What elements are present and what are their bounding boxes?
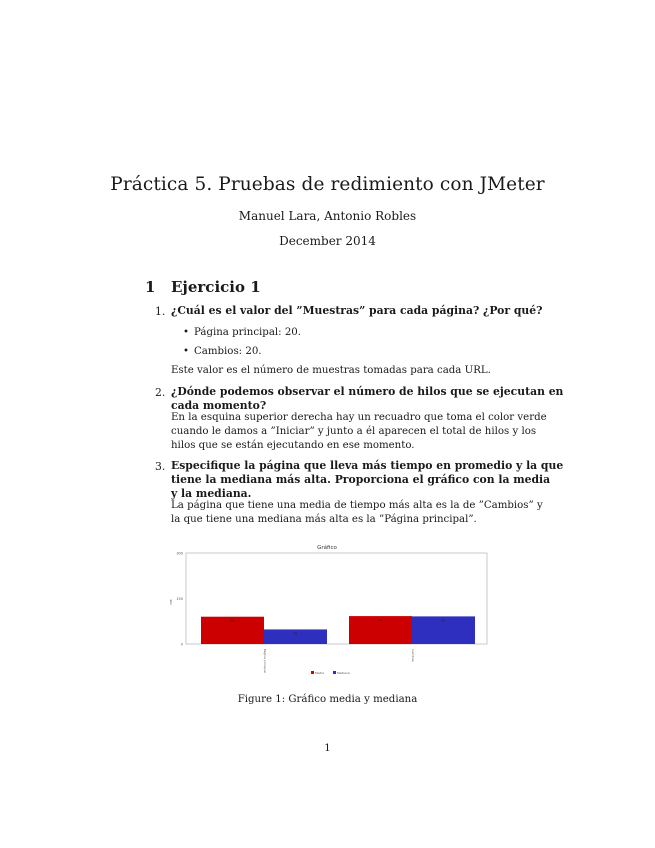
question-line: ¿Dónde podemos observar el número de hilos que se ejecutan en	[171, 385, 564, 398]
bullet-icon: •	[183, 346, 190, 357]
section-title: Ejercicio 1	[171, 278, 261, 296]
y-axis-label: ms	[169, 599, 173, 605]
section-number: 1	[145, 278, 156, 296]
page-number: 1	[324, 743, 331, 754]
bar-value-label: 48	[293, 631, 298, 636]
chart-title: Gráfico	[317, 545, 337, 551]
question-line: Especifique la página que lleva más tiempo en promedio y la que	[171, 459, 564, 472]
bullet-item: Cambios: 20.	[194, 346, 262, 357]
question-text: ¿Cuál es el valor del ”Muestras” para cada página? ¿Por qué?	[171, 304, 543, 317]
y-tick-label: 300	[176, 551, 183, 556]
answer-line: la que tiene una mediana más alta es la ”Página principal”.	[171, 514, 477, 525]
legend-swatch	[311, 671, 314, 674]
bullet-item: Página principal: 20.	[194, 327, 302, 338]
answer-line: cuando le damos a ”Iniciar” y junto a él aparecen el total de hilos y los	[171, 426, 537, 437]
bar-value-label: 92	[378, 618, 383, 623]
authors: Manuel Lara, Antonio Robles	[238, 209, 417, 223]
answer-line: En la esquina superior derecha hay un recuadro que toma el color verde	[171, 412, 547, 423]
legend-label: Mediana	[337, 671, 350, 675]
legend-swatch	[333, 671, 336, 674]
date: December 2014	[279, 234, 376, 248]
answer-line: hilos que se están ejecutando en ese momento.	[171, 440, 415, 451]
question-line: tiene la mediana más alta. Proporciona el gráfico con la media	[171, 473, 551, 486]
answer-text: Este valor es el número de muestras tomadas para cada URL.	[171, 365, 491, 376]
figure-caption: Figure 1: Gráfico media y mediana	[237, 694, 418, 705]
x-tick-label: Cambios	[411, 649, 415, 662]
y-tick-label: 0	[180, 642, 183, 647]
question-line: y la mediana.	[171, 487, 252, 500]
legend-label: Media	[315, 671, 325, 675]
bar-value-label: 91	[441, 618, 446, 623]
bar-value-label: 90	[230, 618, 235, 623]
answer-line: La página que tiene una media de tiempo más alta es la de ”Cambios” y	[171, 500, 543, 511]
item-number: 2.	[155, 386, 166, 399]
question-line: cada momento?	[171, 399, 267, 412]
item-number: 3.	[155, 460, 166, 473]
item-number: 1.	[155, 305, 166, 318]
x-tick-label: Página principal	[263, 649, 267, 673]
bullet-icon: •	[183, 327, 190, 338]
bar-chart	[165, 540, 500, 685]
paper-title: Práctica 5. Pruebas de redimiento con JMeter	[110, 174, 545, 195]
y-tick-label: 150	[176, 597, 183, 601]
